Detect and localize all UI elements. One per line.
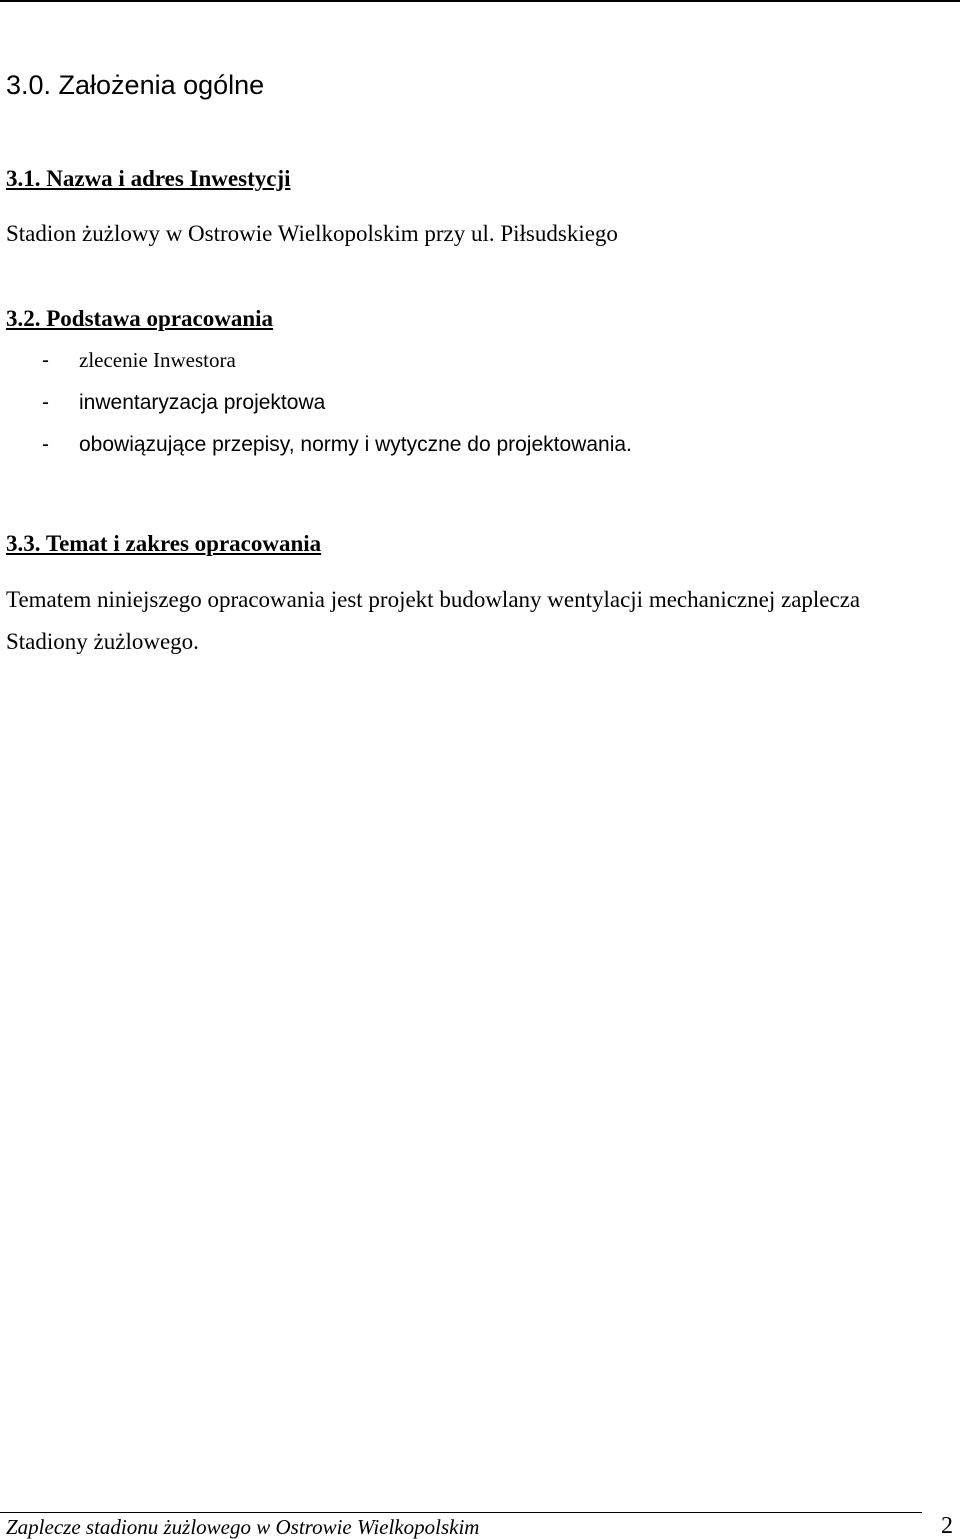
list-item-text: zlecenie Inwestora (79, 348, 236, 372)
scope-text-line-1: Tematem niniejszego opracowania jest projekt budowlany wentylacji mechanicznej zaplecza (6, 587, 861, 612)
top-border-line (0, 0, 960, 2)
investment-address-text: Stadion żużlowy w Ostrowie Wielkopolskim przy ul. Piłsudskiego (6, 221, 618, 246)
section-title: 3.0. Założenia ogólne (6, 70, 265, 100)
list-bullet: - (42, 391, 49, 414)
list-item-text: obowiązujące przepisy, normy i wytyczne do projektowania. (79, 433, 632, 456)
list-bullet: - (42, 433, 49, 456)
footer-text: Zaplecze stadionu żużlowego w Ostrowie Wielkopolskim (6, 1515, 480, 1539)
list-bullet: - (42, 349, 49, 372)
footer-divider (0, 1512, 922, 1513)
heading-3-1: 3.1. Nazwa i adres Inwestycji (6, 166, 291, 191)
scope-text-line-2: Stadiony żużlowego. (6, 629, 199, 654)
heading-3-2: 3.2. Podstawa opracowania (6, 306, 274, 331)
heading-3-3: 3.3. Temat i zakres opracowania (6, 531, 322, 556)
page-number: 2 (941, 1513, 953, 1539)
list-item-text: inwentaryzacja projektowa (79, 391, 326, 414)
